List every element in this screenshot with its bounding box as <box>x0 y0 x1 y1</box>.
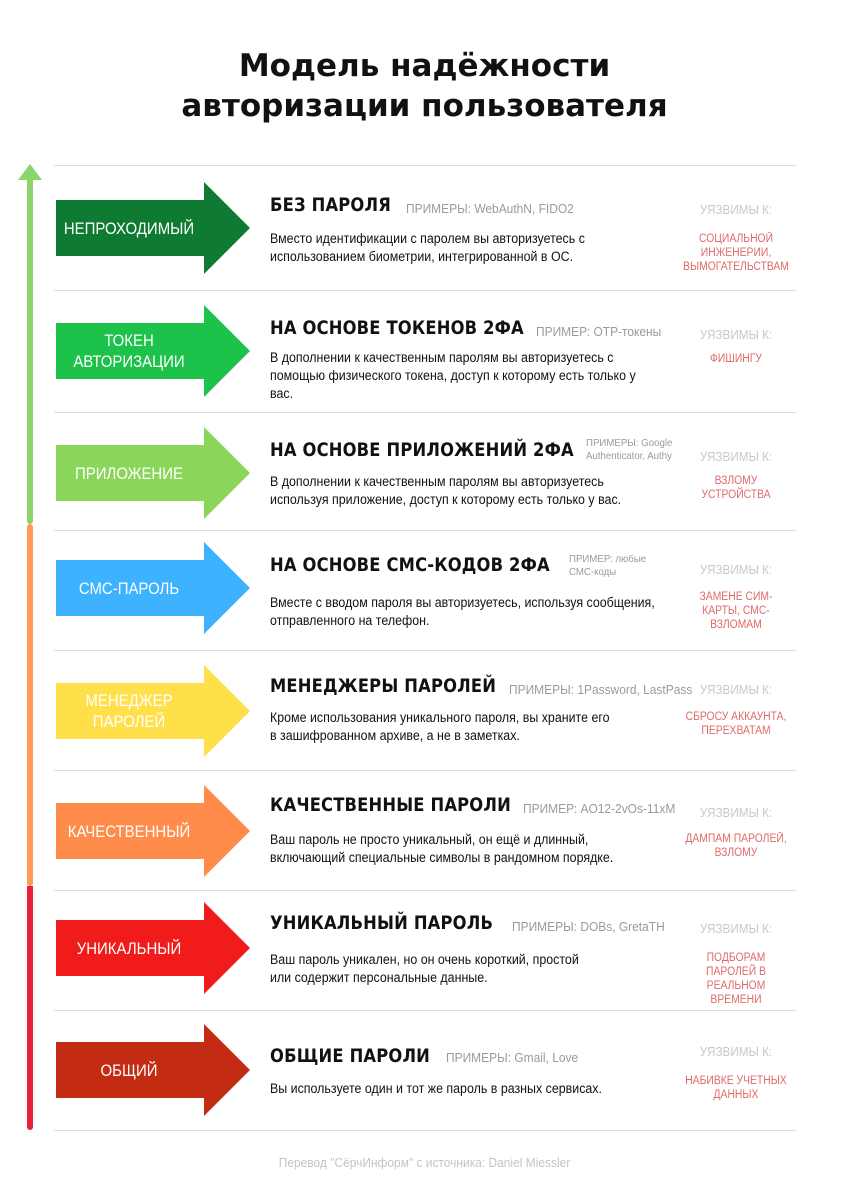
method-title: МЕНЕДЖЕРЫ ПАРОЛЕЙ <box>270 675 497 697</box>
strength-axis-high <box>27 176 33 524</box>
level-arrow <box>56 182 250 274</box>
level-arrow <box>56 785 250 877</box>
arrow-up-icon <box>18 164 42 180</box>
divider <box>54 1010 796 1011</box>
method-example: ПРИМЕР: OTP-токены <box>536 324 662 339</box>
method-example: ПРИМЕРЫ: Google Authenticator, Authy <box>586 437 673 462</box>
level-label: НЕПРОХОДИМЫЙ <box>63 218 195 238</box>
level-arrow <box>56 542 250 634</box>
vulnerable-to: СБРОСУ АККАУНТА, ПЕРЕХВАТАМ <box>685 711 787 737</box>
method-example: ПРИМЕР: AO12-2vOs-11xM <box>523 801 676 816</box>
method-title: НА ОСНОВЕ СМС-КОДОВ 2ФА <box>270 554 550 576</box>
method-title: НА ОСНОВЕ ПРИЛОЖЕНИЙ 2ФА <box>270 439 574 461</box>
vulnerable-header: УЯЗВИМЫ К: <box>699 202 773 217</box>
vulnerable-to: ЗАМЕНЕ СИМ-КАРТЫ, СМС-ВЗЛОМАМ <box>699 591 773 631</box>
divider <box>54 165 796 166</box>
divider <box>54 530 796 531</box>
level-label: ОБЩИЙ <box>100 1060 158 1080</box>
vulnerable-to: ВЗЛОМУ УСТРОЙСТВА <box>701 475 771 501</box>
level-label: ПРИЛОЖЕНИЕ <box>75 463 183 483</box>
strength-axis-low <box>27 886 33 1130</box>
method-example: ПРИМЕРЫ: 1Password, LastPass <box>509 682 693 697</box>
vulnerable-to: СОЦИАЛЬНОЙ ИНЖЕНЕРИИ, ВЫМОГАТЕЛЬСТВАМ <box>683 233 789 273</box>
level-label: КАЧЕСТВЕННЫЙ <box>67 821 191 841</box>
level-arrow <box>56 427 250 519</box>
divider <box>54 412 796 413</box>
method-example: ПРИМЕР: любые СМС-коды <box>569 553 647 578</box>
source-credit: Перевод "СёрчИнформ" с источника: Daniel Miessler <box>278 1155 571 1170</box>
vulnerable-header: УЯЗВИМЫ К: <box>699 682 773 697</box>
level-arrow <box>56 1024 250 1116</box>
method-example: ПРИМЕРЫ: WebAuthN, FIDO2 <box>406 201 574 216</box>
method-title: УНИКАЛЬНЫЙ ПАРОЛЬ <box>270 912 494 934</box>
method-description: Вместе с вводом пароля вы авторизуетесь, используя сообщения, отправленного на телефон. <box>270 595 655 628</box>
method-example: ПРИМЕРЫ: Gmail, Love <box>446 1050 579 1065</box>
vulnerable-header: УЯЗВИМЫ К: <box>699 562 773 577</box>
vulnerable-header: УЯЗВИМЫ К: <box>699 805 773 820</box>
level-arrow <box>56 902 250 994</box>
divider <box>54 650 796 651</box>
vulnerable-header: УЯЗВИМЫ К: <box>699 921 773 936</box>
vulnerable-to: НАБИВКЕ УЧЁТНЫХ ДАННЫХ <box>685 1075 787 1101</box>
level-label: СМС-ПАРОЛЬ <box>78 578 180 598</box>
method-description: Ваш пароль уникален, но он очень короткий, простой или содержит персональные данные. <box>270 952 579 985</box>
vulnerable-to: ДАМПАМ ПАРОЛЕЙ, ВЗЛОМУ <box>685 833 787 859</box>
method-description: Кроме использования уникального пароля, вы храните его в зашифрованном архиве, а не в заметках. <box>270 710 610 743</box>
vulnerable-header: УЯЗВИМЫ К: <box>699 327 773 342</box>
method-description: В дополнении к качественным паролям вы авторизуетесь используя приложение, доступ к которому есть только у вас. <box>270 474 622 507</box>
method-description: Вы используете один и тот же пароль в разных сервисах. <box>270 1081 602 1096</box>
page-title <box>0 46 849 126</box>
method-example: ПРИМЕРЫ: DOBs, GretaTH <box>512 919 665 934</box>
method-description: В дополнении к качественным паролям вы авторизуетесь с помощью физического токена, доступ к которому есть только у вас. <box>270 350 636 401</box>
title-line-2: авторизации пользователя <box>181 88 668 124</box>
level-label: ТОКЕН АВТОРИЗАЦИИ <box>73 331 185 371</box>
vulnerable-to: ФИШИНГУ <box>710 353 762 365</box>
divider <box>54 890 796 891</box>
method-title: НА ОСНОВЕ ТОКЕНОВ 2ФА <box>270 317 524 339</box>
level-arrow <box>56 665 250 757</box>
title-line-1: Модель надёжности <box>238 48 611 84</box>
level-arrow <box>56 305 250 397</box>
method-title: БЕЗ ПАРОЛЯ <box>270 194 391 216</box>
strength-axis-mid <box>27 524 33 886</box>
level-label: УНИКАЛЬНЫЙ <box>76 938 182 958</box>
method-title: ОБЩИЕ ПАРОЛИ <box>270 1045 431 1067</box>
divider <box>54 1130 796 1131</box>
vulnerable-header: УЯЗВИМЫ К: <box>699 449 773 464</box>
method-description: Вместо идентификации с паролем вы авторизуетесь с использованием биометрии, интегрированной в ОС. <box>270 231 585 264</box>
divider <box>54 770 796 771</box>
method-description: Ваш пароль не просто уникальный, он ещё и длинный, включающий специальные символы в рандомном порядке. <box>270 832 614 865</box>
level-label: МЕНЕДЖЕР ПАРОЛЕЙ <box>85 691 173 731</box>
method-title: КАЧЕСТВЕННЫЕ ПАРОЛИ <box>270 794 511 816</box>
divider <box>54 290 796 291</box>
vulnerable-to: ПОДБОРАМ ПАРОЛЕЙ В РЕАЛЬНОМ ВРЕМЕНИ <box>706 952 766 1006</box>
vulnerable-header: УЯЗВИМЫ К: <box>699 1044 773 1059</box>
